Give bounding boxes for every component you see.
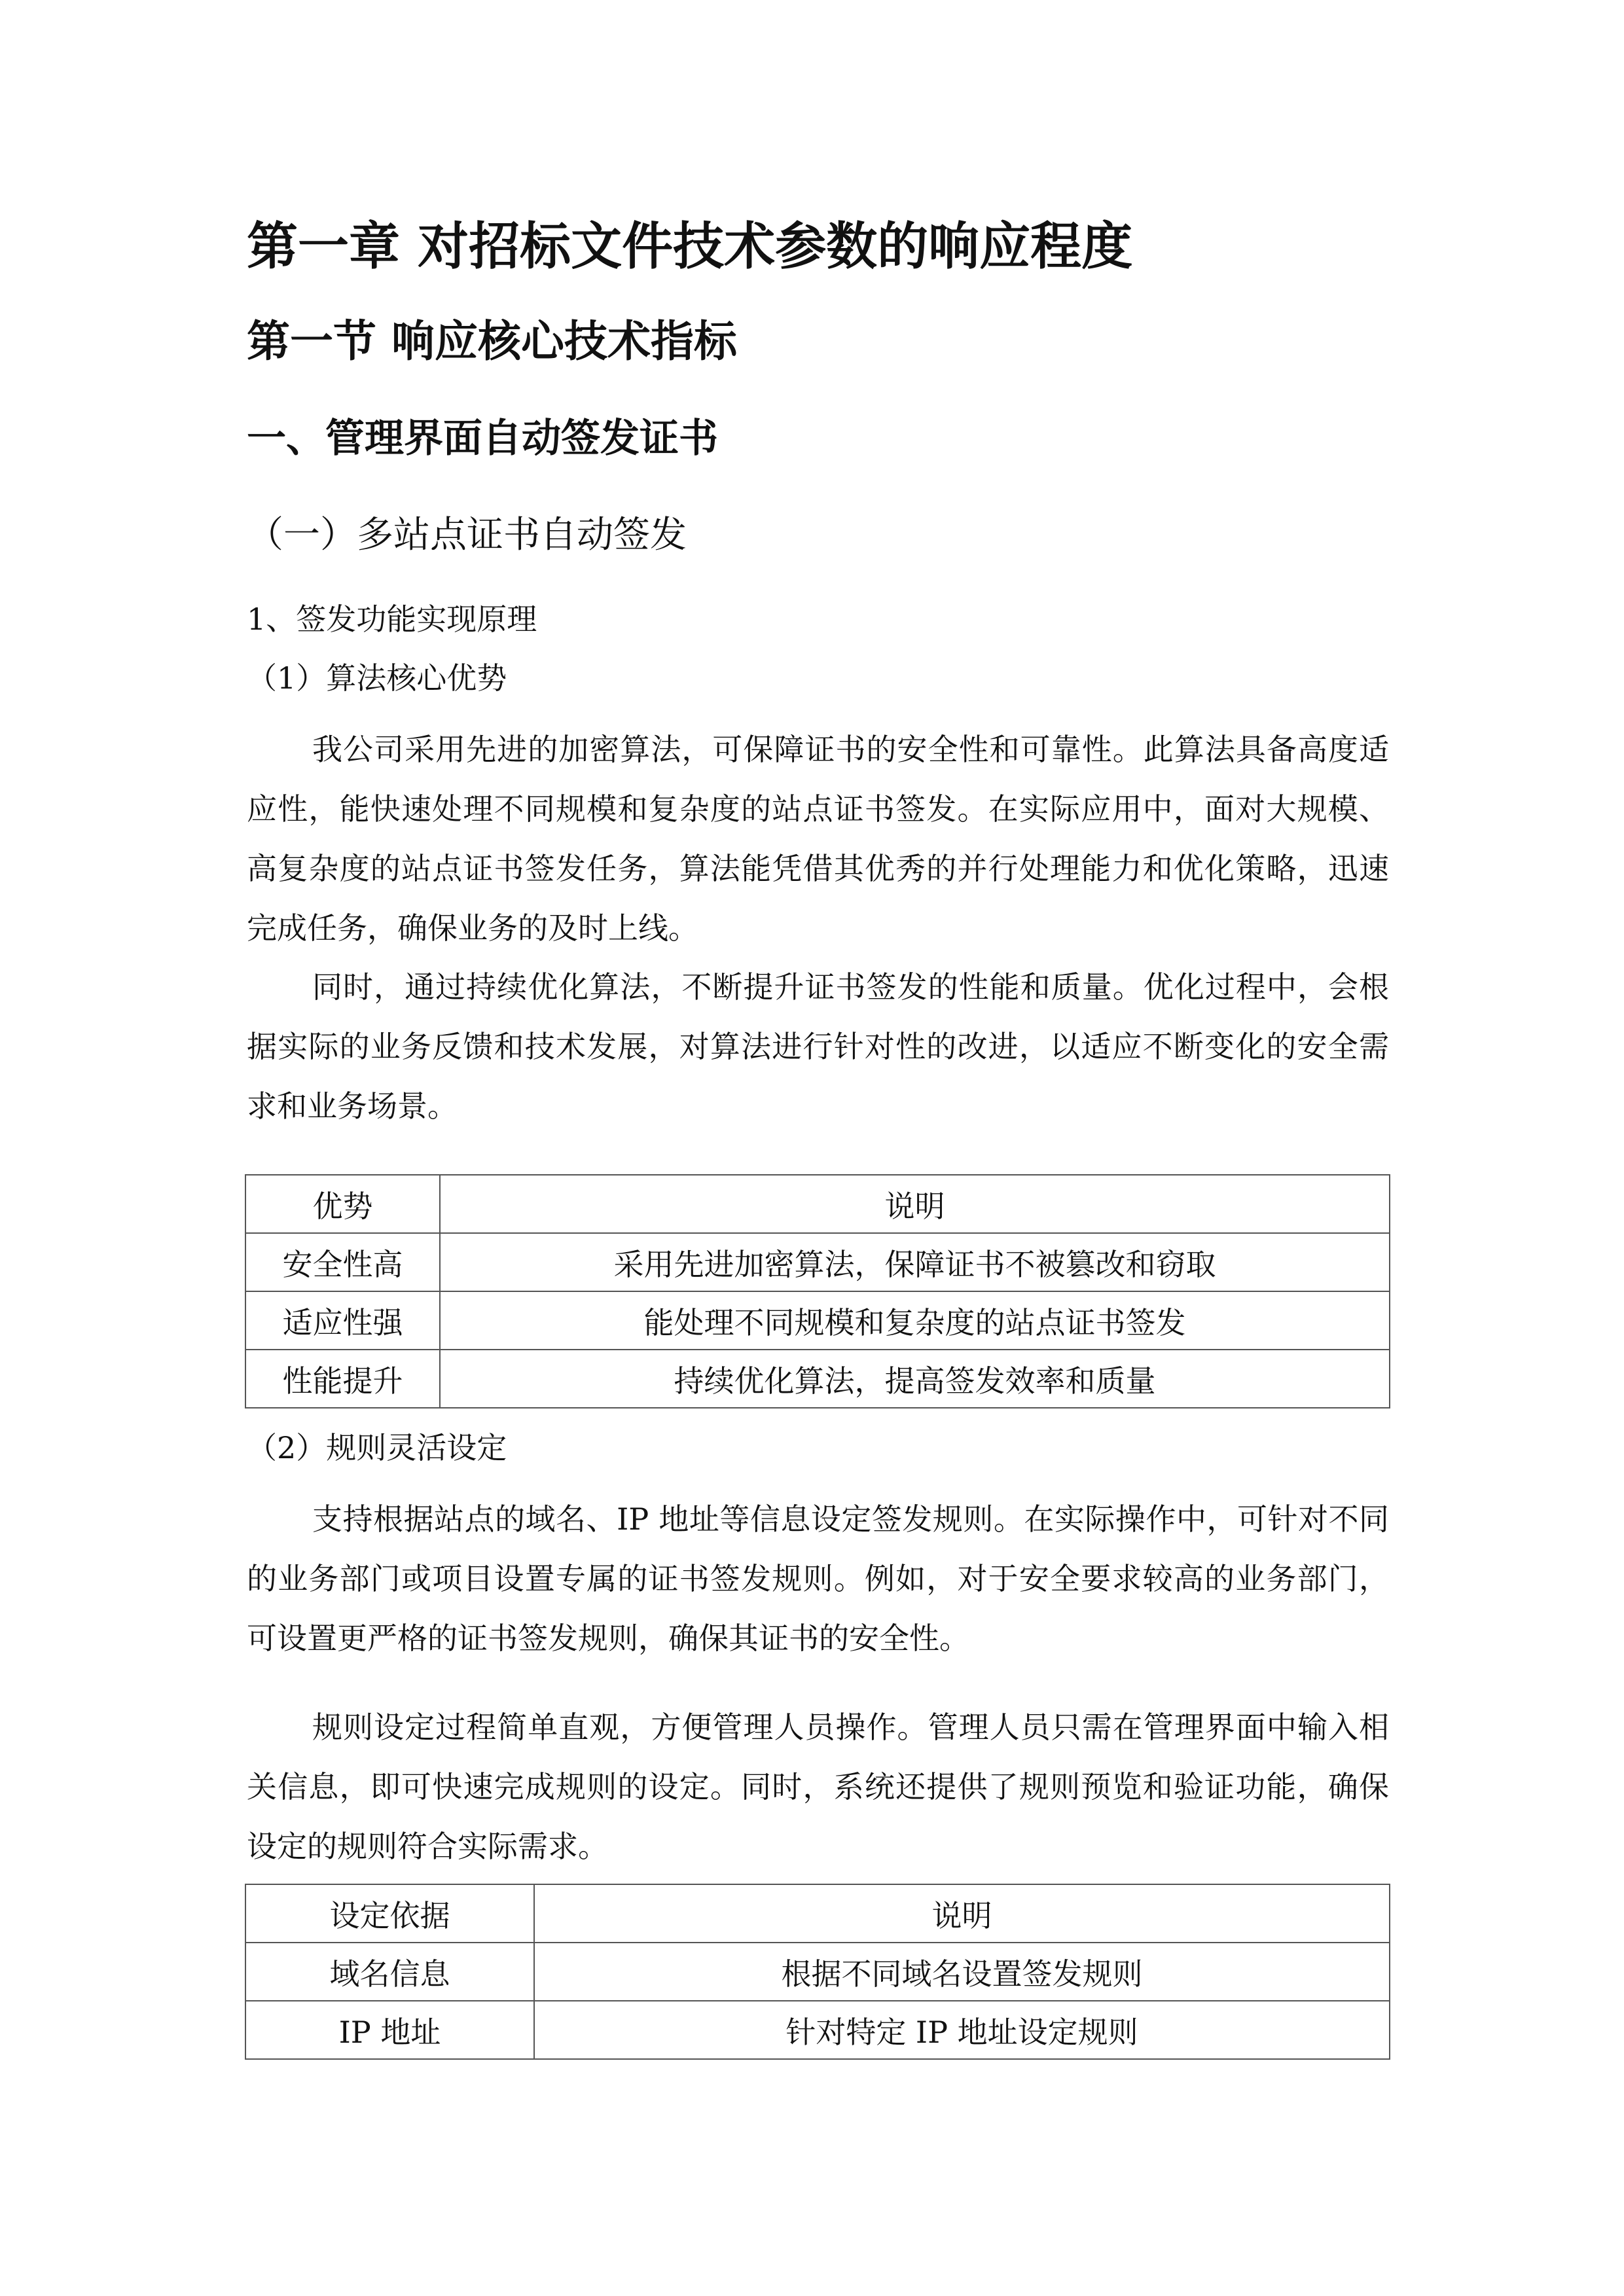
subsection-title: 一、管理界面自动签发证书 xyxy=(247,416,718,461)
item-title: 1、签发功能实现原理 xyxy=(247,601,537,637)
algorithm-paragraph-1: 我公司采用先进的加密算法，可保障证书的安全性和可靠性。此算法具备高度适应性，能快速处理不同规模和复杂度的站点证书签发。在实际应用中，面对大规模、高复杂度的站点证书签发任务，算法能凭借其优秀的并行处理能力和优化策略，迅速完成任务，确保业务的及时上线。 xyxy=(247,732,1389,946)
table-cell: 性能提升 xyxy=(245,1350,440,1408)
table-cell: 针对特定 IP 地址设定规则 xyxy=(534,2001,1390,2059)
rules-paragraph-2: 规则设定过程简单直观，方便管理人员操作。管理人员只需在管理界面中输入相关信息，即可快速完成规则的设定。同时，系统还提供了规则预览和验证功能，确保设定的规则符合实际需求。 xyxy=(247,1710,1389,1864)
table-header-row xyxy=(245,1884,1390,1943)
table-row xyxy=(245,1291,1390,1350)
section-title: 第一节 响应核心技术指标 xyxy=(247,316,737,367)
algorithm-heading: （1）算法核心优势 xyxy=(247,660,507,696)
table-row xyxy=(245,2001,1390,2059)
chapter-title: 第一章 对招标文件技术参数的响应程度 xyxy=(247,217,1133,276)
subsubsection-title: （一）多站点证书自动签发 xyxy=(247,514,687,556)
table-cell: IP 地址 xyxy=(245,2001,534,2059)
algorithm-paragraph-2: 同时，通过持续优化算法，不断提升证书签发的性能和质量。优化过程中，会根据实际的业务反馈和技术发展，对算法进行针对性的改进，以适应不断变化的安全需求和业务场景。 xyxy=(247,969,1389,1124)
rules-table xyxy=(245,1884,1390,2060)
table-header-row xyxy=(245,1175,1390,1233)
table-cell: 能处理不同规模和复杂度的站点证书签发 xyxy=(440,1291,1390,1350)
table-row xyxy=(245,1233,1390,1291)
table-cell: 域名信息 xyxy=(245,1943,534,2001)
advantages-table xyxy=(245,1174,1390,1408)
table-cell: 根据不同域名设置签发规则 xyxy=(534,1943,1390,2001)
table-row xyxy=(245,1350,1390,1408)
table-cell: 适应性强 xyxy=(245,1291,440,1350)
table-cell: 采用先进加密算法，保障证书不被篡改和窃取 xyxy=(440,1233,1390,1291)
table-header-cell: 优势 xyxy=(245,1175,440,1233)
table-header-cell: 设定依据 xyxy=(245,1884,534,1943)
rules-heading: （2）规则灵活设定 xyxy=(247,1430,507,1465)
table-cell: 持续优化算法，提高签发效率和质量 xyxy=(440,1350,1390,1408)
table-header-cell: 说明 xyxy=(440,1175,1390,1233)
table-row xyxy=(245,1943,1390,2001)
table-cell: 安全性高 xyxy=(245,1233,440,1291)
rules-paragraph-1: 支持根据站点的域名、IP 地址等信息设定签发规则。在实际操作中，可针对不同的业务部门或项目设置专属的证书签发规则。例如，对于安全要求较高的业务部门，可设置更严格的证书签发规则，确保其证书的安全性。 xyxy=(247,1501,1389,1656)
table-header-cell: 说明 xyxy=(534,1884,1390,1943)
